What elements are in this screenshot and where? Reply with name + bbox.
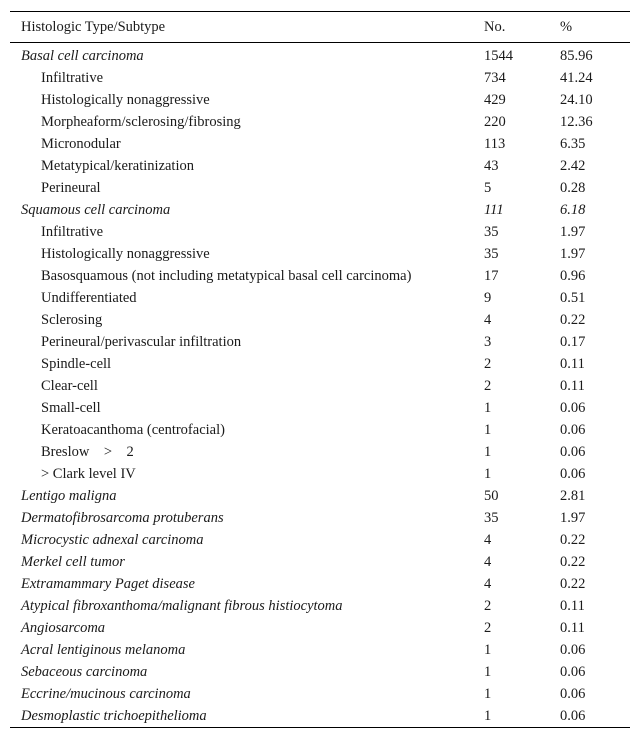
count-cell: 1544: [484, 47, 513, 64]
percent-cell: 0.06: [560, 443, 586, 460]
count-cell: 35: [484, 223, 499, 240]
table-row: [10, 133, 630, 155]
table-row: [10, 529, 630, 551]
count-cell: 4: [484, 531, 492, 548]
count-cell: 113: [484, 135, 506, 152]
table-row: [10, 221, 630, 243]
header-row: [10, 12, 630, 43]
percent-cell: 0.17: [560, 333, 586, 350]
count-cell: 1: [484, 399, 492, 416]
type-label: Angiosarcoma: [21, 619, 106, 636]
percent-cell: 0.11: [560, 377, 585, 394]
percent-cell: 0.28: [560, 179, 586, 196]
type-label: Squamous cell carcinoma: [21, 201, 171, 218]
table-row: [10, 155, 630, 177]
table-row: [10, 683, 630, 705]
count-cell: 17: [484, 267, 499, 284]
percent-cell: 1.97: [560, 509, 586, 526]
count-cell: 4: [484, 553, 492, 570]
table-row: [10, 243, 630, 265]
subtype-label: Metatypical/keratinization: [41, 157, 194, 174]
subtype-label: Morpheaform/sclerosing/fibrosing: [41, 113, 241, 130]
percent-cell: 6.18: [560, 201, 586, 218]
subtype-label: Sclerosing: [41, 311, 103, 328]
type-label: Acral lentiginous melanoma: [21, 641, 186, 658]
table-row: [10, 89, 630, 111]
count-cell: 50: [484, 487, 499, 504]
percent-cell: 2.81: [560, 487, 586, 504]
count-cell: 35: [484, 509, 499, 526]
count-cell: 429: [484, 91, 506, 108]
table-row: [10, 551, 630, 573]
type-label: Sebaceous carcinoma: [21, 663, 148, 680]
subtype-label: Clear-cell: [41, 377, 98, 394]
header-no: No.: [484, 18, 506, 35]
percent-cell: 0.06: [560, 399, 586, 416]
count-cell: 1: [484, 421, 492, 438]
table-row: [10, 43, 630, 68]
subtype-label: Histologically nonaggressive: [41, 245, 210, 262]
type-label: Eccrine/mucinous carcinoma: [21, 685, 191, 702]
percent-cell: 0.06: [560, 685, 586, 702]
percent-cell: 41.24: [560, 69, 593, 86]
table-row: [10, 661, 630, 683]
subtype-label: Infiltrative: [41, 223, 104, 240]
histologic-type-table-container: [10, 11, 630, 728]
table-header: [10, 12, 630, 43]
percent-cell: 0.06: [560, 465, 586, 482]
percent-cell: 1.97: [560, 245, 586, 262]
type-label: Desmoplastic trichoepithelioma: [21, 707, 207, 724]
table-body: [10, 43, 630, 728]
table-row: [10, 617, 630, 639]
count-cell: 5: [484, 179, 492, 196]
table-row: [10, 441, 630, 463]
table-row: [10, 111, 630, 133]
table-row: [10, 595, 630, 617]
type-label: Dermatofibrosarcoma protuberans: [21, 509, 224, 526]
count-cell: 4: [484, 311, 492, 328]
header-type: Histologic Type/Subtype: [21, 18, 166, 35]
percent-cell: 0.11: [560, 619, 585, 636]
percent-cell: 1.97: [560, 223, 586, 240]
percent-cell: 0.06: [560, 421, 586, 438]
percent-cell: 0.11: [560, 355, 585, 372]
subtype-label: Histologically nonaggressive: [41, 91, 210, 108]
count-cell: 2: [484, 619, 492, 636]
percent-cell: 0.51: [560, 289, 586, 306]
percent-cell: 2.42: [560, 157, 586, 174]
percent-cell: 85.96: [560, 47, 593, 64]
type-label: Extramammary Paget disease: [21, 575, 195, 592]
table-row: [10, 177, 630, 199]
count-cell: 43: [484, 157, 499, 174]
type-label: Atypical fibroxanthoma/malignant fibrous histiocytoma: [21, 597, 343, 614]
subtype-label: Basosquamous (not including metatypical basal cell carcinoma): [41, 267, 412, 284]
count-cell: 1: [484, 443, 492, 460]
count-cell: 111: [484, 201, 504, 218]
subtype-label: > Clark level IV: [41, 465, 136, 482]
header-pct: %: [560, 18, 573, 35]
count-cell: 1: [484, 707, 492, 724]
histologic-type-table: [10, 11, 630, 728]
table-row: [10, 573, 630, 595]
type-label: Microcystic adnexal carcinoma: [21, 531, 204, 548]
count-cell: 9: [484, 289, 492, 306]
table-row: [10, 287, 630, 309]
count-cell: 2: [484, 377, 492, 394]
type-label: Merkel cell tumor: [21, 553, 125, 570]
percent-cell: 0.06: [560, 707, 586, 724]
percent-cell: 12.36: [560, 113, 593, 130]
table-row: [10, 463, 630, 485]
count-cell: 2: [484, 597, 492, 614]
count-cell: 4: [484, 575, 492, 592]
count-cell: 220: [484, 113, 506, 130]
table-row: [10, 507, 630, 529]
subtype-label: Small-cell: [41, 399, 101, 416]
count-cell: 1: [484, 465, 492, 482]
count-cell: 2: [484, 355, 492, 372]
percent-cell: 0.22: [560, 553, 586, 570]
subtype-label: Breslow > 2: [41, 443, 134, 460]
percent-cell: 0.22: [560, 531, 586, 548]
subtype-label: Perineural/perivascular infiltration: [41, 333, 242, 350]
table-row: [10, 199, 630, 221]
count-cell: 35: [484, 245, 499, 262]
count-cell: 734: [484, 69, 506, 86]
percent-cell: 6.35: [560, 135, 586, 152]
count-cell: 3: [484, 333, 492, 350]
subtype-label: Micronodular: [41, 135, 121, 152]
count-cell: 1: [484, 641, 492, 658]
count-cell: 1: [484, 663, 492, 680]
table-row: [10, 331, 630, 353]
subtype-label: Infiltrative: [41, 69, 104, 86]
subtype-label: Keratoacanthoma (centrofacial): [41, 421, 225, 438]
percent-cell: 0.22: [560, 311, 586, 328]
percent-cell: 0.06: [560, 641, 586, 658]
table-row: [10, 485, 630, 507]
table-row: [10, 265, 630, 287]
table-row: [10, 639, 630, 661]
count-cell: 1: [484, 685, 492, 702]
percent-cell: 0.11: [560, 597, 585, 614]
table-row: [10, 67, 630, 89]
table-row: [10, 353, 630, 375]
percent-cell: 24.10: [560, 91, 593, 108]
percent-cell: 0.96: [560, 267, 586, 284]
type-label: Basal cell carcinoma: [21, 47, 144, 64]
table-row: [10, 375, 630, 397]
table-row: [10, 309, 630, 331]
type-label: Lentigo maligna: [21, 487, 117, 504]
subtype-label: Undifferentiated: [41, 289, 137, 306]
percent-cell: 0.06: [560, 663, 586, 680]
table-row: [10, 705, 630, 728]
subtype-label: Perineural: [41, 179, 101, 196]
table-row: [10, 419, 630, 441]
percent-cell: 0.22: [560, 575, 586, 592]
table-row: [10, 397, 630, 419]
subtype-label: Spindle-cell: [41, 355, 112, 372]
